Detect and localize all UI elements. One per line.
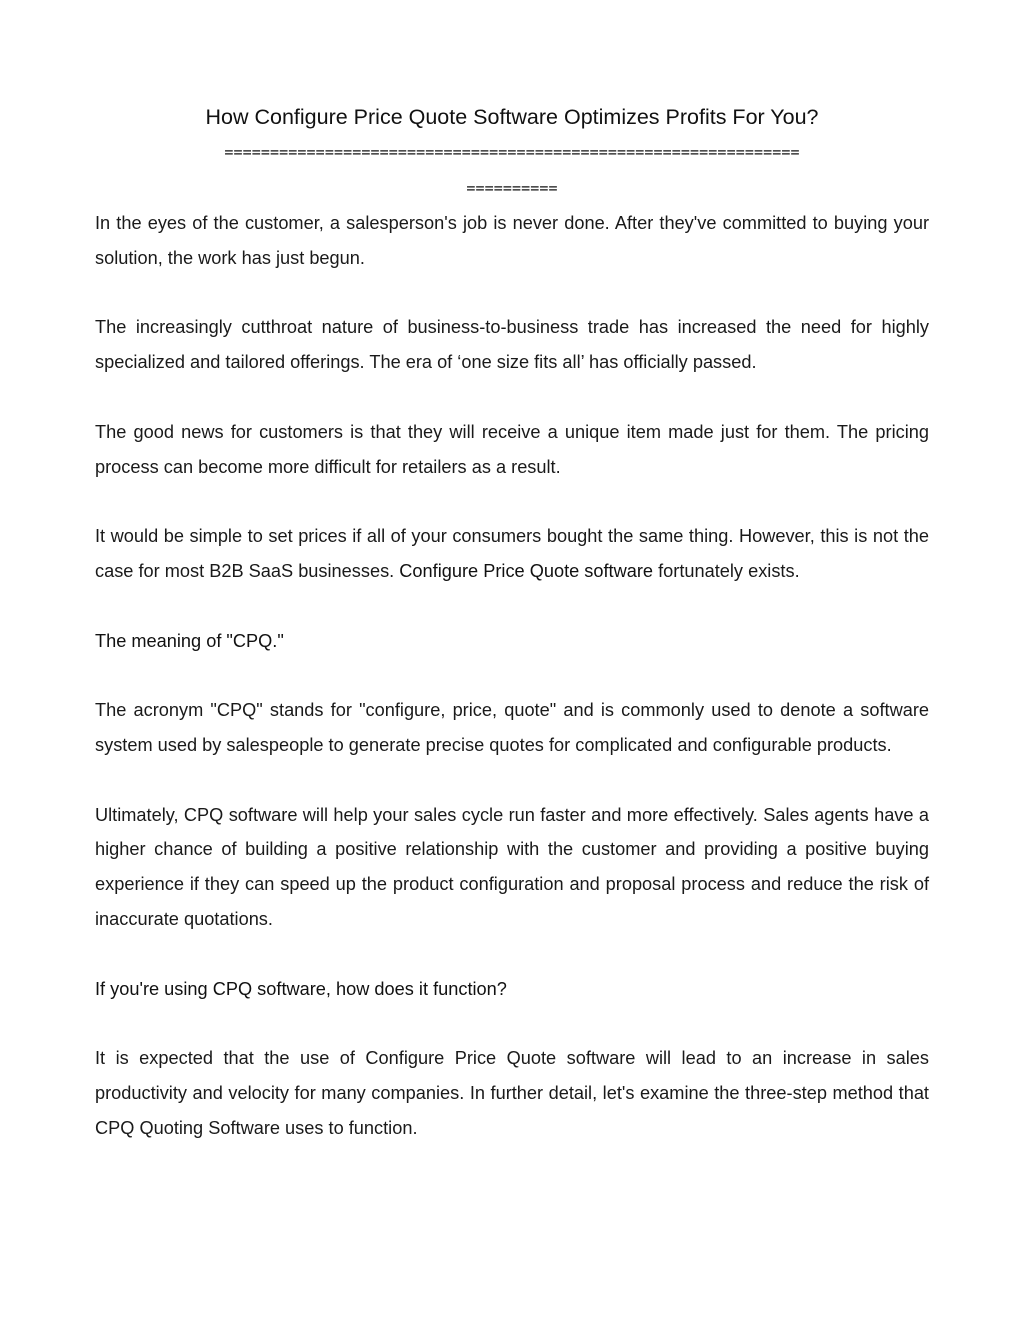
separator-line-1: =============================================================== (224, 143, 800, 161)
section-heading-cpq-meaning: The meaning of "CPQ." (95, 630, 284, 651)
paragraph-b2b-trade: The increasingly cutthroat nature of business-to-business trade has increased the need for highly specialized and tailored offerings. The era of ‘one size fits all’ has officially passed. (95, 317, 929, 373)
paragraph-intro: In the eyes of the customer, a salesperson's job is never done. After they've committed to buying your solution, the work has just begun. (95, 213, 929, 268)
section-heading-cpq-function: If you're using CPQ software, how does it function? (95, 978, 507, 999)
paragraph-pricing-text-after: fortunately exists. (653, 560, 800, 581)
cpq-software-link[interactable]: Configure Price Quote software (399, 560, 654, 581)
paragraph-acronym: The acronym "CPQ" stands for "configure, price, quote" and is commonly used to denote a software system used by salespeople to generate precise quotes for complicated and configurable products. (95, 700, 929, 755)
paragraph-pricing-text-before: It would be simple to set prices if all of your consumers bought the same thing. However, this is not the case for most B2B SaaS businesses. (95, 526, 929, 581)
document-title: How Configure Price Quote Software Optimizes Profits For You? (205, 105, 819, 129)
paragraph-three-step: It is expected that the use of Configure Price Quote software will lead to an increase in sales productivity and velocity for many companies. In further detail, let's examine the three-step method that CPQ Quoting Software uses to function. (95, 1048, 929, 1138)
paragraph-good-news: The good news for customers is that they will receive a unique item made just for them. The pricing process can become more difficult for retailers as a result. (95, 421, 929, 477)
paragraph-pricing (95, 519, 929, 589)
separator-line-2: ========== (466, 179, 558, 197)
separator-rule (95, 134, 929, 206)
document-page (95, 100, 929, 1180)
paragraph-sales-cycle: Ultimately, CPQ software will help your sales cycle run faster and more effectively. Sales agents have a higher chance of building a positive relationship with the customer and providing a positive buying experience if they can speed up the product configuration and proposal process and reduce the risk of inaccurate quotations. (95, 804, 929, 929)
